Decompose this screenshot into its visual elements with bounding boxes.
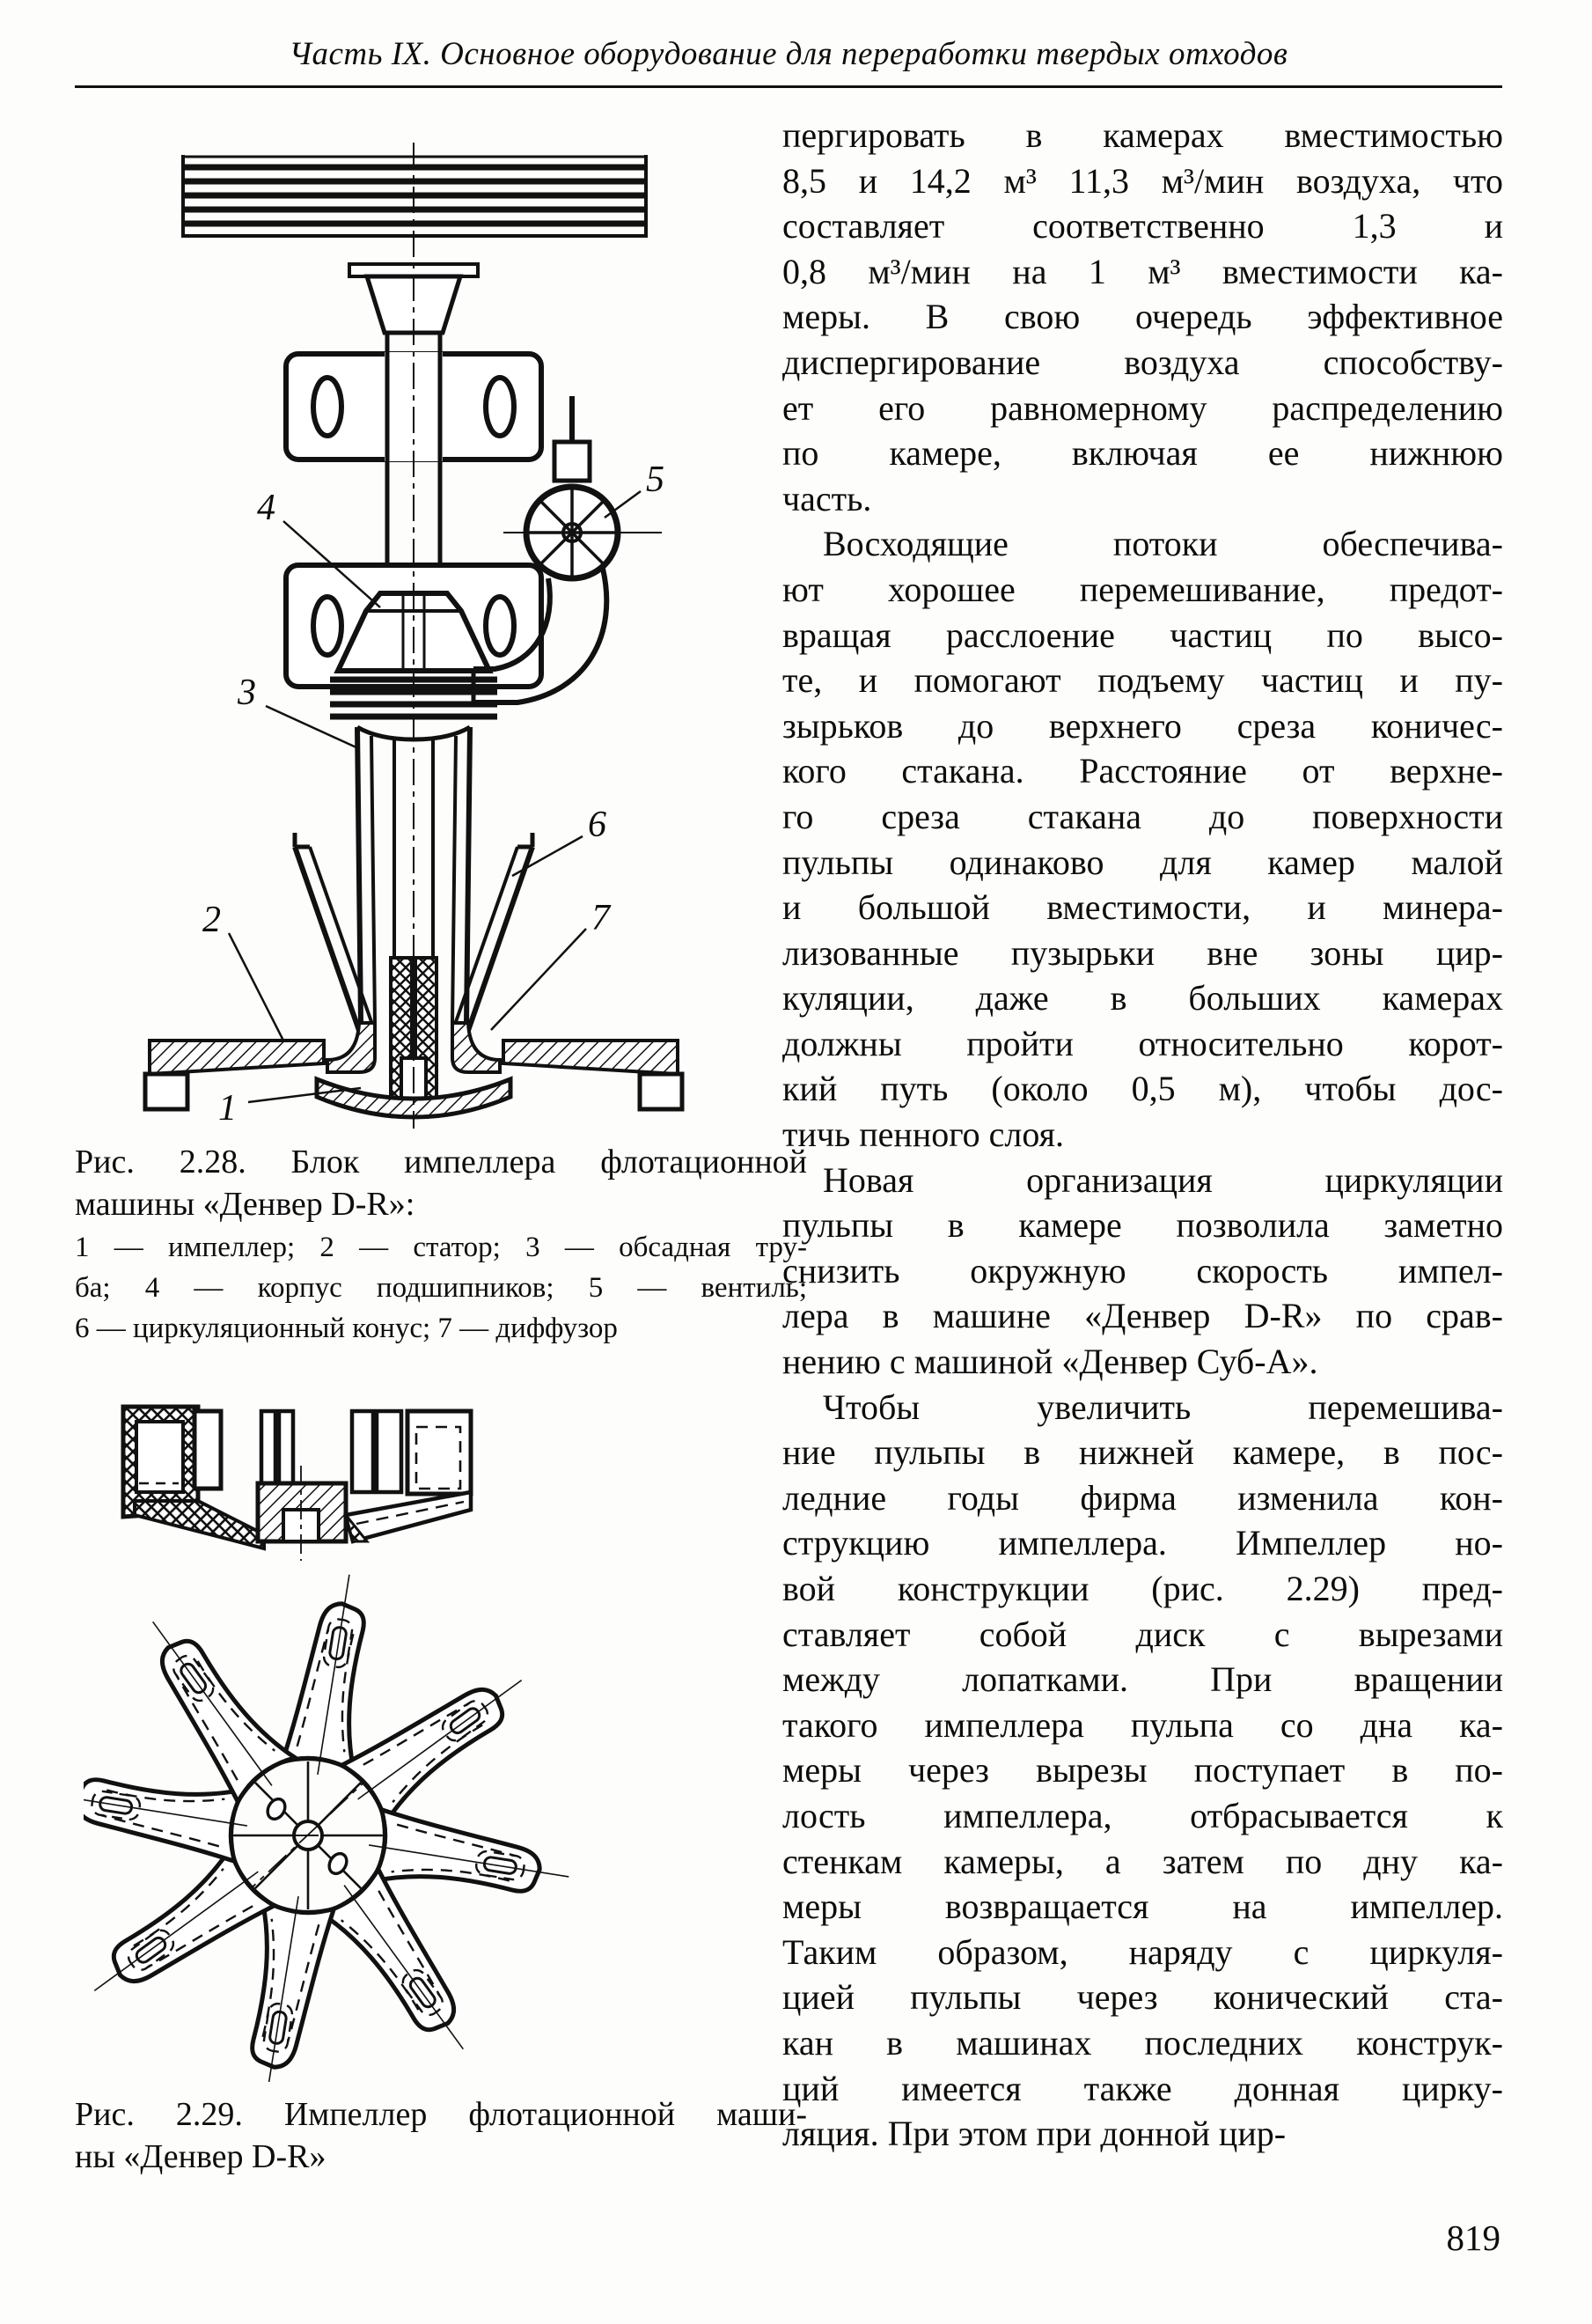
part-label-5: 5 (646, 460, 664, 500)
figure-2-29-drawing (84, 1378, 752, 2082)
paragraph: Новая организация циркуляции пульпы в камере позволила заметно снизить окружную скорость импел- лера в машине «Денвер D-R» по срав- нению с машиной «Денвер Суб-А». (782, 1159, 1503, 1382)
part-label-6: 6 (588, 805, 606, 845)
page-number: 819 (1446, 2217, 1500, 2258)
figure-2-28-caption-title: Рис. 2.28. Блок импеллера флотационной машины «Денвер D-R»: (75, 1144, 807, 1223)
figure-2-28-caption (75, 1141, 807, 1349)
part-label-7: 7 (591, 898, 610, 938)
part-label-2: 2 (202, 900, 221, 940)
part-label-4: 4 (257, 488, 275, 528)
running-header: Часть IX. Основное оборудование для переработки твердых отходов (75, 35, 1502, 88)
figure-2-29-caption (75, 2093, 807, 2178)
paragraph: Восходящие потоки обеспечива- ют хорошее перемешивание, предот- вращая расслоение частиц по высо- те, и помогают подъему частиц и пу- зырьков до верхнего среза коничес- кого стакана. Расстояние от верхне- го среза стакана до поверхности пульпы одинаково для камер малой и большой вместимости, и минера- лизованные пузырьки вне зоны цир- куляции, даже в больших камерах должны пройти относительно корот- кий путь (около 0,5 м), чтобы дос- тичь пенного слоя. (782, 524, 1503, 1155)
part-label-3: 3 (238, 673, 256, 713)
figure-2-29-caption-title: Рис. 2.29. Импеллер флотационной маши- ны «Денвер D-R» (75, 2096, 807, 2175)
figure-2-28-legend: 1 — импеллер; 2 — статор; 3 — обсадная тру- ба; 4 — корпус подшипников; 5 — вентиль; 6 — циркуляционный конус; 7 — диффузор (75, 1232, 807, 1344)
paragraph: Чтобы увеличить перемешива- ние пульпы в нижней камере, в пос- ледние годы фирма изменила кон- струкцию импеллера. Импеллер но- вой конструкции (рис. 2.29) пред- ставляет собой диск с вырезами между лопатками. При вращении такого импеллера пульпа со дна ка- меры через вырезы поступает в по- лость импеллера, отбрасывается к стенкам камеры, а затем по дну ка- меры возвращается на импеллер. Таким образом, наряду с циркуля- цией пульпы через конический ста- кан в машинах последних конструк- ций имеется также донная цирку- ляция. При этом при донной цир- (782, 1386, 1503, 2154)
part-label-1: 1 (218, 1088, 237, 1129)
figure-2-28-drawing (97, 132, 739, 1136)
figure-2-28 (97, 132, 739, 1136)
figure-2-29 (84, 1378, 752, 2082)
impeller-plan-view (84, 1569, 575, 2082)
paragraph: пергировать в камерах вместимостью 8,5 и 14,2 м³ 11,3 м³/мин воздуха, что составляет соответственно 1,3 и 0,8 м³/мин на 1 м³ вместимости ка- меры. В свою очередь эффективное диспергирование воздуха способству- ет его равномерному распределению по камере, включая ее нижнюю часть. (782, 115, 1503, 518)
body-text-column (782, 113, 1503, 2157)
impeller-section-view (123, 1407, 471, 1561)
